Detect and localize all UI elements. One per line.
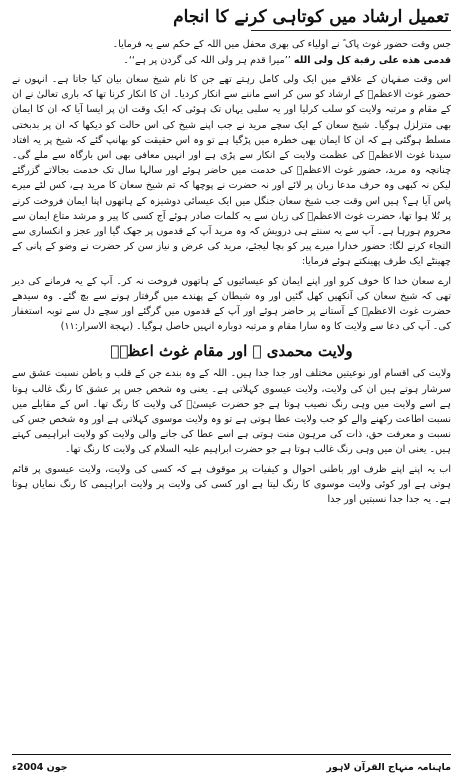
paragraph: ولایت کی اقسام اور نوعیتیں مختلف اور جدا جدا ہیں۔ اللہ کے وہ بندے جن کے قلب و باطن نسبت عشق سے سرشار ہوتے ہیں ان کی ولایت، ولایت عیسوی کہلاتی ہے۔ یعنی وہ شخص جس پر عشق کا رنگ غالب ہوتا ہے اسے ولایت میں وہی رنگ نصیب ہوتا ہے جو حضرت عیسیٰؑ کی ولایت کا رنگ تھا۔ اس کے مقابلے میں نسبت اطاعت رکھنے والے کو جب ولایت عطا ہوتی ہے تو وہ ولایت موسوی کہلاتی ہے اور وہ شخص جس کی نسبت و معرفت حق، ذات کی مرہون منت ہوتی ہے اسے عطا کی جانے والی ولایت کو ولایت ابراہیمی کہتے ہیں۔ یعنی ان میں وہی رنگ غالب ہوتا ہے جو حضرت ابراہیم علیہ السلام کی ولایت کا رنگ تھا۔ (12, 368, 451, 456)
section-heading: تعمیل ارشاد میں کوتاہی کرنے کا انجام (173, 7, 449, 27)
issue-date: جون 2004ء (12, 762, 68, 773)
intro-block (12, 37, 451, 68)
paragraph: ارے سعان خدا کا خوف کرو اور اپنے ایمان کو عیسائیوں کے ہاتھوں فروخت نہ کر۔ آپ کے یہ فرمانے کی دیر تھی کہ شیخ سعان کی آنکھیں کھل گئیں اور وہ شیطان کے پھندے میں گرفتار ہونے سے بچ گئے۔ وہ سیدھے حضرت غوث الاعظمؓ کے آستانے پر حاضر ہوئے اور آپ کے قدموں میں گرگئے اور سچے دل سے توبہ استغفار کی۔ آپ کی دعا سے ولایت کا وہ سارا مقام و مرتبہ دوبارہ انہیں حاصل ہوگیا۔ (بہجة الاسرار:۱۱) (12, 275, 451, 333)
paragraph: اب یہ اپنے اپنے ظرف اور باطنی احوال و کیفیات پر موقوف ہے کہ کسی کی ولایت، ولایت عیسوی پر قائم ہوتی ہے اور کوئی ولایت موسوی کا رنگ لیتا ہے اور کسی کی ولایت پر ولایت ابراہیمی کا رنگ نمایاں ہوتا ہے۔ یہ جدا جدا نسبتیں اور جدا (12, 463, 451, 506)
intro-quote (12, 53, 451, 69)
paragraph: اس وقت صفہان کے علاقے میں ایک ولی کامل رہتے تھے جن کا نام شیخ سعان بیان کیا جاتا ہے۔ انہوں نے حضور غوث الاعظمؓ کے ارشاد کو سن کر اسے ماننے سے انکار کردیا۔ ان کا انکار کرنا تھا کہ باری تعالیٰ نے ان کے مقام و مرتبہ ولایت کو سلب کرلیا اور یہ سلبی یہاں تک ہوئی کہ ایک وقت ان پر ایسا آیا کہ ان کا ایمان بھی متزلزل ہوگیا۔ شیخ سعان کے ایک سچے مرید نے جب اپنے شیخ کی اس حالت کو دیکھا کہ ان پر بدبختی مسلط ہوگئی ہے کہ ان کا ایمان بھی خطرہ میں پڑگیا ہے تو وہ اس حقیقت کو بھانپ گئے کہ شیخ پر یہ افتاد سیدنا غوث الاعظمؓ کی عظمت ولایت کے انکار سے پڑی ہے اور انہیں معافی بھی اس بارگاہ سے ملے گی۔ چنانچہ وہ مرید، حضور غوث الاعظمؓ کی خدمت میں حاضر ہوئے اور سالہا سال تک خدمت بجالاتے گزرگئے لیکن نہ کبھی وہ حرف مدعا زبان پر لائے اور نہ حضرت نے پوچھا کہ تم شیخ سعان کا مرید ہے، کس لئے میرے پاس آیا ہے؟ ہیں اس وقت جب شیخ سعان جنگل میں ایک عیسائی دوشیزہ کے ہاتھوں اپنا ایمان فروخت کرنے پر تُلا ہوا تھا، حضرت غوث الاعظمؓ کی زبان سے یہ کلمات صادر ہوئے آج کسی کا پیر و مرشد متاع ایمان سے محروم ہورہا ہے۔ آپ سے یہ سنتے ہی درویش کہ وہ مرید آپ کے قدموں پر جھک گیا اور عجز و انکساری سے التجاء کرنے لگا: حضور خدارا میرے پیر کو بچا لیجئے، مرید کی عرض و نیاز سن کر حضرت نے وضو کے پانی کے چھینٹے ایک طرف پھینکتے ہوئے فرمایا: (12, 74, 451, 268)
subsection-heading: ولایت محمدی ﷺ اور مقام غوث اعظمؓ (110, 342, 353, 361)
quote-translation: ’’میرا قدم ہر ولی اللہ کی گردن پر ہے‘‘۔ (123, 54, 291, 66)
heading-underline (251, 30, 451, 31)
magazine-name: ماہنامہ منہاج القرآن لاہور (326, 762, 451, 773)
page-footer (12, 754, 451, 773)
intro-line: جس وقت حضور غوث پاک ؓ نے اولیاء کی بھری محفل میں اللہ کے حکم سے یہ فرمایا۔ (112, 39, 451, 50)
arabic-quote: قدمی هذه علی رقبة کل ولی الله (293, 54, 451, 66)
